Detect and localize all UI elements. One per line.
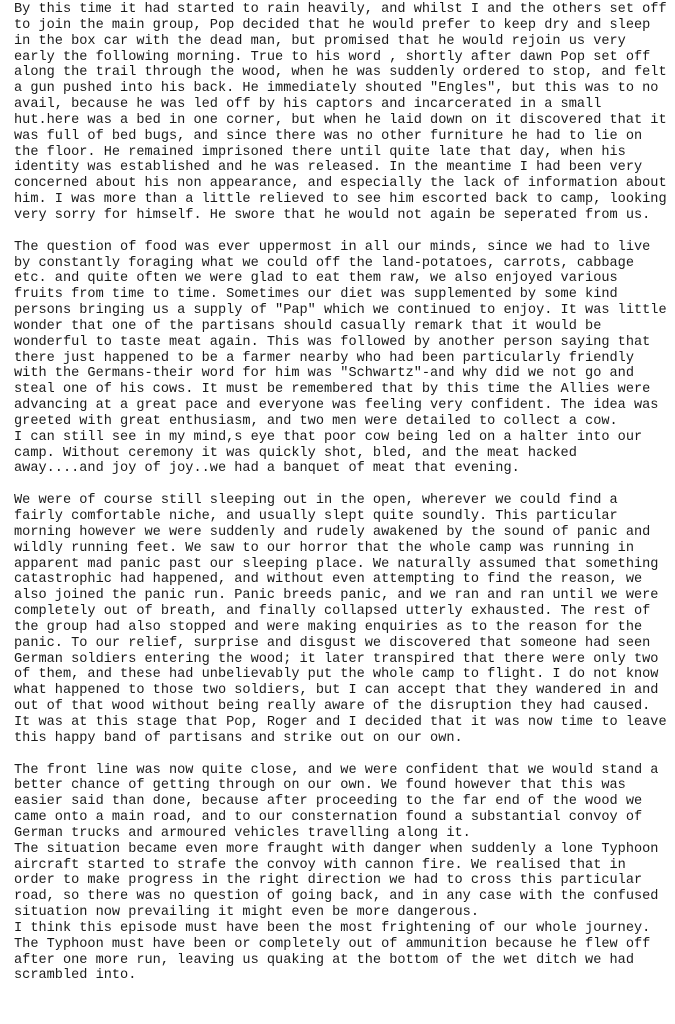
text-line: also joined the panic run. Panic breeds panic, and we ran and ran until we were (14, 588, 659, 604)
text-line: I can still see in my mind,s eye that poor cow being led on a halter into our (14, 429, 643, 445)
text-line: order to make progress in the right direction we had to cross this particular (14, 873, 643, 889)
text-line: German trucks and armoured vehicles travelling along it. (14, 825, 471, 841)
text-line: away....and joy of joy..we had a banquet of meat that evening. (14, 461, 520, 477)
text-line: wildly running feet. We saw to our horror that the whole camp was running in (14, 540, 634, 556)
text-line: situation now prevailing it might even be more dangerous. (14, 905, 479, 921)
text-line: was full of bed bugs, and since there was no other furniture he had to lie on (14, 128, 643, 144)
text-line: apparent mad panic past our sleeping place. We naturally assumed that something (14, 556, 659, 572)
paragraph-gap (14, 747, 669, 763)
text-line: persons bringing us a supply of "Pap" which we continued to enjoy. It was little (14, 303, 667, 319)
text-line: greeted with great enthusiasm, and two men were detailed to collect a cow. (14, 413, 618, 429)
text-line: with the Germans-their word for him was "Schwartz"-and why did we not go and (14, 366, 634, 382)
text-line: wonderful to taste meat again. This was followed by another person saying that (14, 334, 651, 350)
text-line: German soldiers entering the wood; it later transpired that there were only two (14, 651, 659, 667)
text-line: easier said than done, because after proceeding to the far end of the wood we (14, 794, 643, 810)
document-page (14, 2, 669, 984)
text-line: fruits from time to time. Sometimes our diet was supplemented by some kind (14, 287, 618, 303)
text-line: the group had also stopped and were making enquiries as to the reason for the (14, 619, 643, 635)
text-line: came onto a main road, and to our consternation found a substantial convoy of (14, 810, 643, 826)
text-line: identity was established and he was released. In the meantime I had been very (14, 160, 643, 176)
text-line: the floor. He remained imprisoned there until quite late that day, when his (14, 144, 626, 160)
text-line: By this time it had started to rain heavily, and whilst I and the others set off (14, 2, 667, 17)
text-line: avail, because he was led off by his captors and incarcerated in a small (14, 97, 602, 113)
text-line: to join the main group, Pop decided that he would prefer to keep dry and sleep (14, 17, 651, 33)
text-line: after one more run, leaving us quaking at the bottom of the wet ditch we had (14, 952, 634, 968)
text-line: morning however we were suddenly and rudely awakened by the sound of panic and (14, 524, 651, 540)
text-line: The question of food was ever uppermost in all our minds, since we had to live (14, 239, 651, 255)
text-line: panic. To our relief, surprise and disgust we discovered that someone had seen (14, 635, 651, 651)
text-line: a gun pushed into his back. He immediately shouted "Engles", but this was to no (14, 81, 659, 97)
text-line: there just happened to be a farmer nearby who had been particularly friendly (14, 350, 634, 366)
text-line: out of that wood without being really aware of the disruption they had caused. (14, 699, 651, 715)
text-line: catastrophic had happened, and without even attempting to find the reason, we (14, 572, 643, 588)
text-line: hut.here was a bed in one corner, but when he laid down on it discovered that it (14, 112, 667, 128)
text-line: scrambled into. (14, 968, 137, 984)
text-line: better chance of getting through on our own. We found however that this was (14, 778, 626, 794)
text-line: etc. and quite often we were glad to eat them raw, we also enjoyed various (14, 271, 618, 287)
text-line: in the box car with the dead man, but promised that he would rejoin us very (14, 33, 626, 49)
text-line: aircraft started to strafe the convoy with cannon fire. We realised that in (14, 857, 626, 873)
text-line: camp. Without ceremony it was quickly shot, bled, and the meat hacked (14, 445, 577, 461)
text-line: this happy band of partisans and strike out on our own. (14, 730, 463, 746)
text-line: wonder that one of the partisans should casually remark that it would be (14, 318, 602, 334)
paragraph-gap (14, 477, 669, 493)
text-line: early the following morning. True to his word , shortly after dawn Pop set off (14, 49, 651, 65)
text-line: I think this episode must have been the most frightening of our whole journey. (14, 920, 651, 936)
text-line: The situation became even more fraught with danger when suddenly a lone Typhoon (14, 841, 659, 857)
text-line: It was at this stage that Pop, Roger and I decided that it was now time to leave (14, 714, 667, 730)
paragraph-pop-captured (14, 2, 669, 224)
paragraph-gap (14, 224, 669, 240)
text-line: fairly comfortable niche, and usually slept quite soundly. This particular (14, 509, 618, 524)
paragraph-camp-panic (14, 493, 669, 747)
text-line: The front line was now quite close, and we were confident that we would stand a (14, 762, 659, 778)
text-line: along the trail through the wood, when he was suddenly ordered to stop, and felt (14, 65, 667, 81)
text-line: what happened to those two soldiers, but I can accept that they wandered in and (14, 683, 659, 699)
text-line: We were of course still sleeping out in the open, wherever we could find a (14, 493, 618, 509)
paragraph-front-line (14, 763, 669, 985)
text-line: advancing at a great pace and everyone was feeling very confident. The idea was (14, 398, 659, 414)
text-line: very sorry for himself. He swore that he would not again be seperated from us. (14, 207, 651, 223)
text-line: steal one of his cows. It must be remembered that by this time the Allies were (14, 382, 651, 398)
text-line: of them, and these had unbelievably put the whole camp to flight. I do not know (14, 667, 659, 683)
text-line: by constantly foraging what we could off the land-potatoes, carrots, cabbage (14, 255, 634, 271)
text-line: concerned about his non appearance, and especially the lack of information about (14, 176, 667, 192)
text-line: him. I was more than a little relieved to see him escorted back to camp, looking (14, 192, 667, 208)
text-line: completely out of breath, and finally collapsed utterly exhausted. The rest of (14, 604, 651, 620)
text-line: The Typhoon must have been or completely out of ammunition because he flew off (14, 936, 651, 952)
text-line: road, so there was no question of going back, and in any case with the confused (14, 889, 659, 905)
paragraph-food-foraging (14, 240, 669, 478)
